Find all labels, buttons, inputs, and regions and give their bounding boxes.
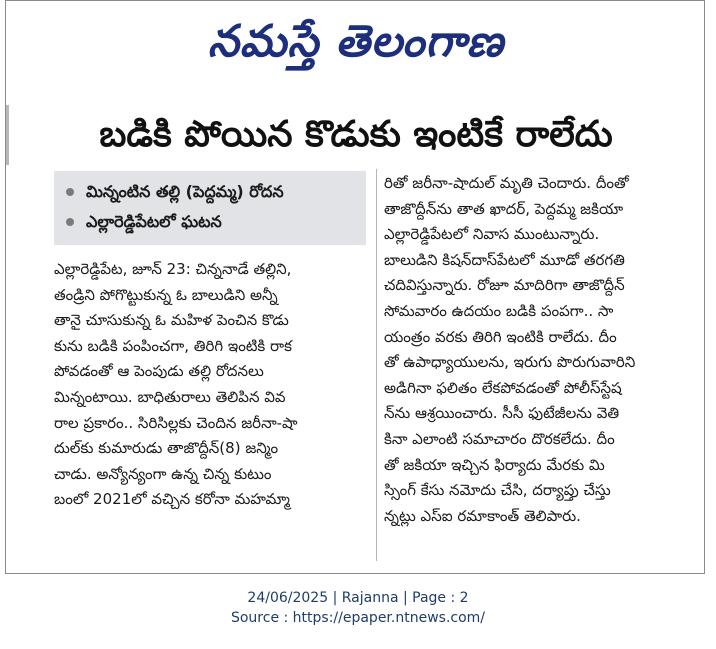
body-line: తాజొద్దీన్‌ను తాత ఖాదర్, పెద్దమ్మ జకియా (384, 199, 624, 218)
body-line: సోమవారం ఉదయం బడికి పంపగా.. సా (384, 301, 614, 320)
highlight-item (60, 177, 360, 207)
highlight-item (60, 207, 360, 237)
body-line: తండ్రిని పోగొట్టుకున్న ఓ బాలుడిని అన్నీ (54, 285, 278, 304)
body-line: చాడు. అన్యోన్యంగా ఉన్న చిన్న కుటుం (54, 464, 272, 483)
article-body-right (384, 171, 700, 529)
bullet-icon (66, 188, 74, 196)
body-line: ఎల్లారెడ్డిపేట, జూన్ 23: చిన్ననాడే తల్లిని, (54, 260, 292, 278)
body-line: తానై చూసుకున్న ఓ మహిళ పెంచిన కొడు (54, 311, 289, 330)
newspaper-masthead: నమస్తే తెలంగాణ (207, 16, 505, 67)
body-line: చదివిస్తున్నారు. రోజూ మాదిరిగా తాజొద్దీన్ (384, 276, 625, 295)
date-edition-page: 24/06/2025 | Rajanna | Page : 2 (247, 590, 469, 606)
article-column-left (54, 171, 372, 571)
news-clipping (5, 0, 705, 574)
bullet-icon (66, 218, 74, 226)
column-divider (376, 169, 377, 561)
body-line: ఎల్లారెడ్డిపేటలో నివాస ముంటున్నారు. (384, 225, 600, 244)
highlights-box (54, 171, 366, 245)
body-line: యంత్రం వరకు తిరిగి ఇంటికి రాలేదు. దీం (384, 327, 617, 346)
highlight-text: మిన్నంటిన తల్లి (పెద్దమ్మ) రోదన (86, 182, 284, 201)
article-body-left (54, 257, 372, 513)
article-headline: బడికి పోయిన కొడుకు ఇంటికే రాలేదు (99, 114, 613, 155)
body-line: న్నట్లు ఎస్ఐ రమాకాంత్ తెలిపారు. (384, 506, 581, 525)
body-line: న్‌ను ఆశ్రయించారు. సీసీ ఫుటేజీలను వెతి (384, 404, 620, 423)
source-footer (0, 588, 716, 628)
body-line: బంలో 2021లో వచ్చిన కరోనా మహమ్మా (54, 490, 290, 509)
body-line: పోవడంతో ఆ పెంపుడు తల్లి రోదనలు (54, 362, 264, 381)
body-line: స్సింగ్ కేసు నమోదు చేసి, దర్యాప్తు చేస్తు (384, 481, 611, 500)
body-line: బాలుడిని కిషన్‌దాస్‌పేటలో మూడో తరగతి (384, 250, 625, 269)
article-column-right (384, 171, 700, 571)
highlight-text: ఎల్లారెడ్డిపేటలో ఘటన (86, 212, 222, 231)
body-line: అడిగినా ఫలితం లేకపోవడంతో పోలీస్‌స్టేష (384, 378, 622, 397)
body-line: తో జకియా ఇచ్చిన ఫిర్యాదు మేరకు మి (384, 455, 605, 474)
body-line: రితో జరీనా-షాదుల్ మృతి చెందారు. దీంతో (384, 174, 629, 192)
body-line: కినా ఎలాంటి సమాచారం దొరకలేదు. దీం (384, 429, 615, 448)
body-line: మిన్నంటాయి. బాధితురాలు తెలిపిన వివ (54, 387, 286, 406)
body-line: దుల్‌కు కుమారుడు తాజొద్దీన్(8) జన్మిం (54, 439, 279, 458)
source-url: Source : https://epaper.ntnews.com/ (230, 610, 486, 626)
body-line: కును బడికి పంపించగా, తిరిగి ఇంటికి రాక (54, 336, 292, 355)
body-line: తో ఉపాధ్యాయులను, ఇరుగు పొరుగువారిని (384, 353, 636, 372)
body-line: రాల ప్రకారం.. సిరిసిల్లకు చెందిన జరీనా-షా (54, 413, 298, 432)
